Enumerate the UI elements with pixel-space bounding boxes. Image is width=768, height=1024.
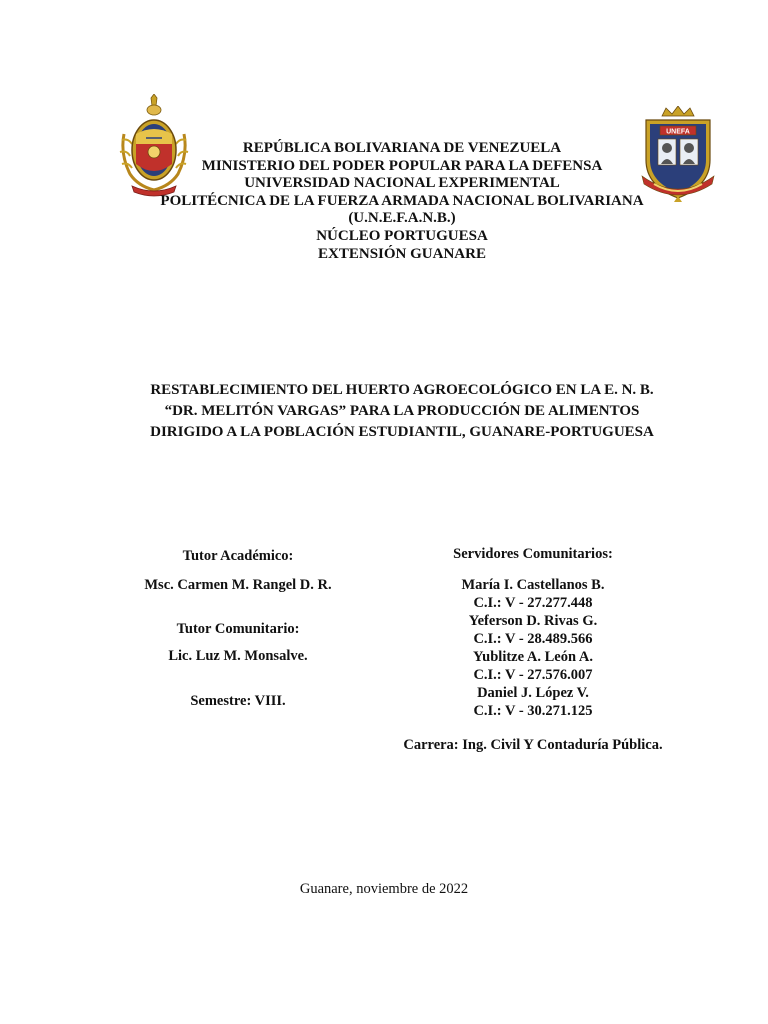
server-name: Yublitze A. León A. <box>473 649 593 665</box>
header-line: POLITÉCNICA DE LA FUERZA ARMADA NACIONAL BOLIVARIANA <box>160 192 644 209</box>
header-line: MINISTERIO DEL PODER POPULAR PARA LA DEFENSA <box>201 157 603 174</box>
header-line: REPÚBLICA BOLIVARIANA DE VENEZUELA <box>242 140 562 156</box>
servers-label: Servidores Comunitarios: <box>453 546 613 562</box>
server-ci: C.I.: V - 27.576.007 <box>473 667 593 683</box>
server-name: Daniel J. López V. <box>477 685 589 701</box>
server-name: María I. Castellanos B. <box>461 577 605 593</box>
server-ci: C.I.: V - 28.489.566 <box>473 631 593 647</box>
place-date-footer: Guanare, noviembre de 2022 <box>299 881 469 897</box>
unefa-banner-text: UNEFA <box>666 128 690 136</box>
document-title <box>100 380 704 443</box>
server-ci: C.I.: V - 30.271.125 <box>473 703 593 719</box>
header-line: EXTENSIÓN GUANARE <box>318 245 486 262</box>
career-text: Carrera: Ing. Civil Y Contaduría Pública. <box>403 737 663 753</box>
header-line: NÚCLEO PORTUGUESA <box>316 227 488 244</box>
server-name: Yeferson D. Rivas G. <box>468 613 598 629</box>
community-tutor-label: Tutor Comunitario: <box>176 621 300 637</box>
institution-header <box>120 140 684 263</box>
title-line: “DR. MELITÓN VARGAS” PARA LA PRODUCCIÓN DE ALIMENTOS <box>164 403 640 419</box>
header-line: (U.N.E.F.A.N.B.) <box>348 210 456 227</box>
semester-text: Semestre: VIII. <box>190 693 286 709</box>
server-ci: C.I.: V - 27.277.448 <box>473 595 593 611</box>
title-line: RESTABLECIMIENTO DEL HUERTO AGROECOLÓGICO EN LA E. N. B. <box>150 382 654 398</box>
title-line: DIRIGIDO A LA POBLACIÓN ESTUDIANTIL, GUANARE-PORTUGUESA <box>150 424 654 440</box>
academic-tutor-label: Tutor Académico: <box>182 548 294 564</box>
community-tutor-name: Lic. Luz M. Monsalve. <box>168 648 308 664</box>
academic-tutor-name: Msc. Carmen M. Rangel D. R. <box>144 577 332 593</box>
header-line: UNIVERSIDAD NACIONAL EXPERIMENTAL <box>244 175 560 192</box>
